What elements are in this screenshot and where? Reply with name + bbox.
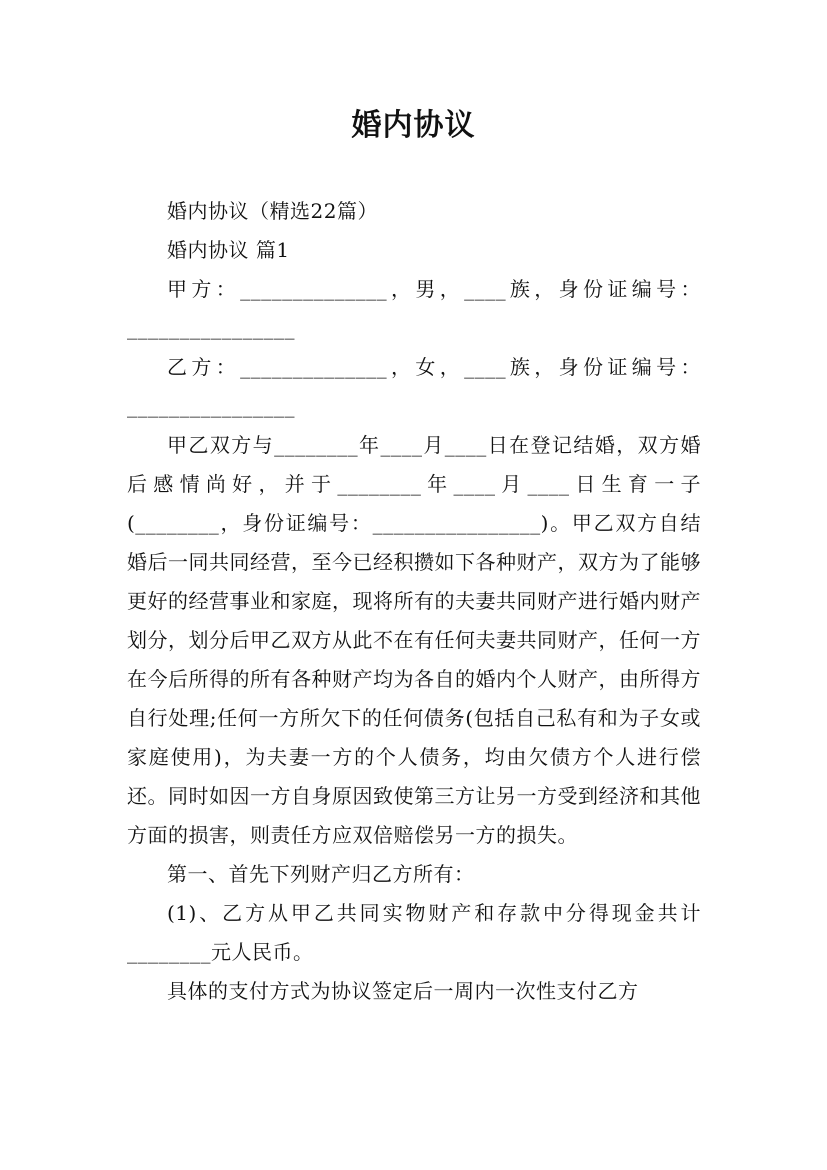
paragraph-payment: 具体的支付方式为协议签定后一周内一次性支付乙方 [167,979,639,1003]
paragraph-item-1: (1)、乙方从甲乙共同实物财产和存款中分得现金共计________元人民币。 [127,901,701,964]
paragraph-section-heading: 婚内协议 篇1 [167,238,290,262]
document-title: 婚内协议 [351,108,476,143]
paragraph-main-clause: 甲乙双方与________年____月____日在登记结婚，双方婚后感情尚好，并于________年____月____日生育一子(________，身份证编号：________________)。甲乙双方自结婚后一同共同经营，至今已经积攒如下各种财产，双方为了能够更好的经营事业和家庭，现将所有的夫妻共同财产进行婚内财产划分，划分后甲乙双方从此不在有任何夫妻共同财产，任何一方在今后所得的所有各种财产均为各自的婚内个人财产，由所得方自行处理;任何一方所欠下的任何债务(包括自己私有和为子女或家庭使用)，为夫妻一方的个人债务，均由欠债方个人进行偿还。同时如因一方自身原因致使第三方让另一方受到经济和其他方面的损害，则责任方应双倍赔偿另一方的损失。 [127,433,701,847]
paragraph-party-b: 乙方：______________，女，____族，身份证编号：________________ [127,355,701,418]
paragraph-party-a: 甲方：______________，男，____族，身份证编号：________________ [127,277,701,340]
paragraph-first-item: 第一、首先下列财产归乙方所有： [167,862,475,886]
paragraph-subtitle: 婚内协议（精选22篇） [167,199,378,223]
document-body [127,192,701,1011]
